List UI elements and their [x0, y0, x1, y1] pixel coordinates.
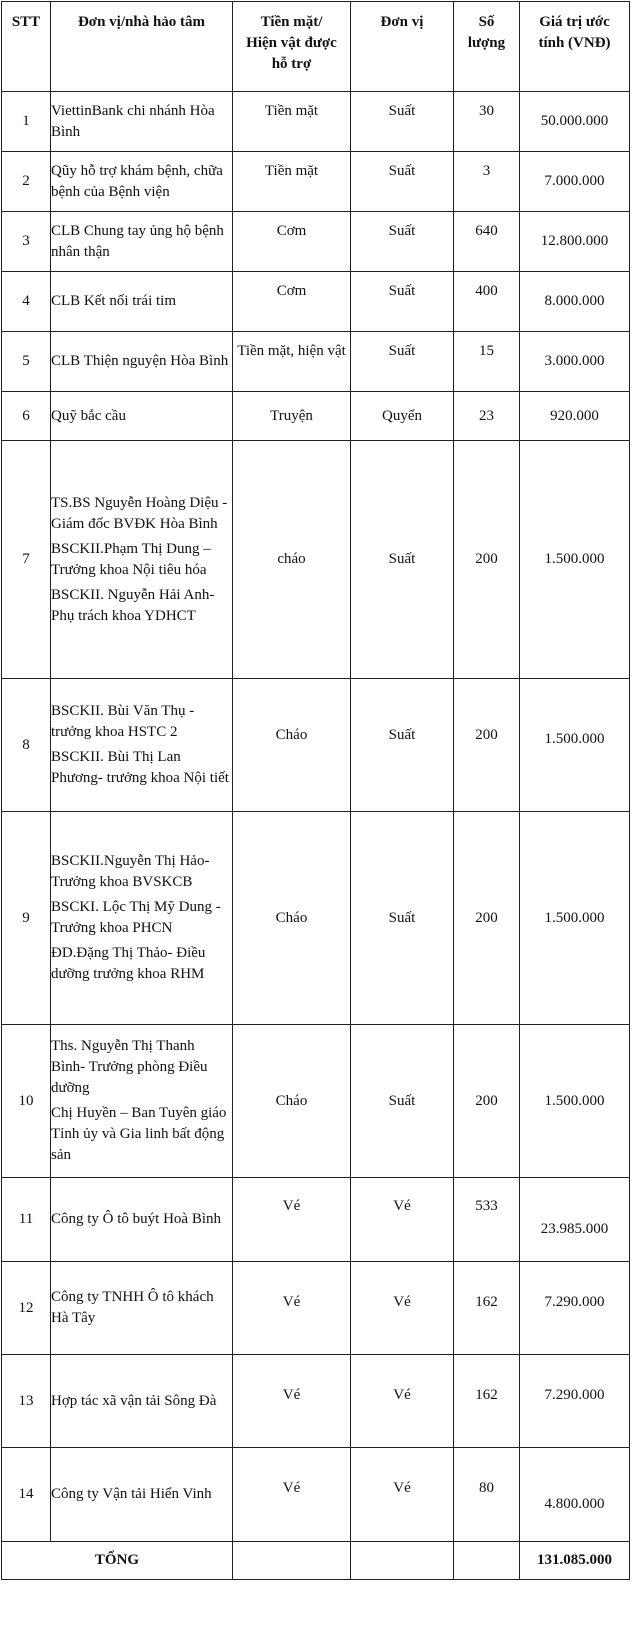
support-type: Vé — [282, 1293, 301, 1310]
value-cell — [520, 1025, 630, 1178]
total-label: TỔNG — [2, 1542, 233, 1580]
unit: Suất — [388, 103, 416, 119]
header-support-type-line: Tiền mặt/ — [260, 14, 323, 30]
support-type: Vé — [282, 1198, 301, 1214]
header-stt: STT — [2, 2, 51, 92]
row-number: 9 — [22, 909, 30, 926]
unit: Suất — [388, 343, 416, 359]
table-row — [2, 1178, 630, 1262]
support-type-cell — [233, 272, 351, 332]
table-row — [2, 1262, 630, 1355]
quantity: 80 — [479, 1480, 494, 1496]
quantity: 30 — [479, 103, 494, 119]
row-number: 11 — [18, 1211, 34, 1227]
header-quantity — [454, 2, 520, 92]
value-cell — [520, 1262, 630, 1355]
unit-cell — [351, 441, 454, 679]
value-cell — [520, 272, 630, 332]
quantity: 533 — [475, 1198, 498, 1214]
header-donor: Đơn vị/nhà hảo tâm — [51, 2, 233, 92]
table-row — [2, 92, 630, 152]
unit-cell — [351, 272, 454, 332]
unit: Quyển — [382, 407, 422, 424]
header-quantity-line: lượng — [467, 35, 506, 51]
total-empty-cell — [351, 1542, 454, 1580]
row-number: 1 — [22, 113, 30, 129]
quantity: 162 — [475, 1386, 498, 1403]
support-type: Cháo — [275, 909, 308, 926]
row-number: 7 — [22, 551, 30, 567]
quantity: 23 — [479, 407, 494, 424]
row-number: 8 — [22, 736, 30, 753]
row-number-cell — [2, 679, 51, 812]
table-row — [2, 1355, 630, 1448]
total-empty-cell — [454, 1542, 520, 1580]
unit-cell — [351, 152, 454, 212]
unit: Suất — [388, 726, 416, 743]
support-type-cell — [233, 1355, 351, 1448]
unit: Suất — [388, 223, 416, 239]
table-row — [2, 332, 630, 392]
unit-cell — [351, 92, 454, 152]
donor-name: Ths. Nguyễn Thị Thanh Bình- Trưởng phòng Điều dưỡng — [51, 1038, 208, 1096]
unit-cell — [351, 812, 454, 1025]
estimated-value: 50.000.000 — [540, 113, 609, 129]
row-number-cell — [2, 92, 51, 152]
quantity-cell — [454, 679, 520, 812]
table-row — [2, 441, 630, 679]
support-type: Tiền mặt — [264, 163, 319, 179]
value-cell — [520, 92, 630, 152]
support-type: Tiền mặt — [264, 103, 319, 119]
table-row — [2, 152, 630, 212]
support-type: cháo — [277, 551, 306, 567]
quantity-cell — [454, 1178, 520, 1262]
value-cell — [520, 212, 630, 272]
support-type: Cơm — [276, 223, 307, 239]
donor-name: BSCKI. Lộc Thị Mỹ Dung - Trưởng khoa PHCN — [51, 899, 221, 936]
donor-name: Chị Huyền – Ban Tuyên giáo Tỉnh ủy và Gia linh bất động sản — [51, 1105, 227, 1163]
table-row — [2, 812, 630, 1025]
value-cell — [520, 392, 630, 441]
row-number-cell — [2, 1262, 51, 1355]
value-cell — [520, 812, 630, 1025]
row-number: 3 — [22, 233, 30, 249]
quantity-cell — [454, 272, 520, 332]
donor-name: CLB Chung tay ủng hộ bệnh nhân thận — [51, 222, 224, 260]
estimated-value: 7.000.000 — [544, 173, 605, 189]
row-number: 14 — [18, 1486, 34, 1502]
table-row — [2, 679, 630, 812]
row-number-cell — [2, 332, 51, 392]
support-type-cell — [233, 1448, 351, 1542]
estimated-value: 1.500.000 — [544, 1092, 605, 1109]
row-number-cell — [2, 812, 51, 1025]
donor-name: Qũy hỗ trợ khám bệnh, chữa bệnh của Bệnh viện — [51, 162, 223, 200]
unit-cell — [351, 1025, 454, 1178]
header-support-type-line: Hiện vật được — [246, 35, 337, 51]
unit: Vé — [393, 1198, 411, 1214]
donor-name: CLB Thiện nguyện Hòa Bình — [51, 353, 229, 369]
support-type: Cháo — [275, 726, 308, 743]
donor-name: TS.BS Nguyễn Hoàng Diệu - Giám đốc BVĐK Hòa Bình — [51, 494, 228, 532]
support-type-cell — [233, 152, 351, 212]
unit: Vé — [393, 1480, 411, 1496]
support-type-cell — [233, 1262, 351, 1355]
donor-name: Công ty Vận tải Hiển Vinh — [51, 1486, 212, 1502]
quantity: 640 — [475, 223, 498, 239]
table-row — [2, 272, 630, 332]
row-number-cell — [2, 1355, 51, 1448]
unit: Vé — [393, 1386, 411, 1403]
donor-cell — [51, 1448, 233, 1542]
donor-cell — [51, 212, 233, 272]
estimated-value: 920.000 — [550, 407, 599, 424]
quantity: 200 — [475, 909, 498, 926]
support-type: Vé — [282, 1386, 301, 1403]
donor-cell — [51, 1025, 233, 1178]
quantity: 200 — [475, 551, 498, 567]
row-number: 2 — [22, 173, 30, 189]
quantity: 15 — [479, 343, 494, 359]
header-unit: Đơn vị — [351, 2, 454, 92]
table-row — [2, 392, 630, 441]
quantity-cell — [454, 1355, 520, 1448]
row-number: 13 — [18, 1392, 34, 1409]
quantity-cell — [454, 1448, 520, 1542]
support-type-cell — [233, 92, 351, 152]
support-type-cell — [233, 812, 351, 1025]
value-cell — [520, 1448, 630, 1542]
row-number-cell — [2, 1448, 51, 1542]
unit-cell — [351, 212, 454, 272]
donor-name: Hợp tác xã vận tải Sông Đà — [51, 1392, 217, 1409]
header-support-type-line: hỗ trợ — [271, 56, 312, 72]
estimated-value: 1.500.000 — [544, 730, 605, 747]
row-number-cell — [2, 1025, 51, 1178]
donor-cell — [51, 441, 233, 679]
total-value: 131.085.000 — [520, 1542, 630, 1580]
quantity: 3 — [482, 163, 491, 179]
table-row — [2, 1025, 630, 1178]
estimated-value: 23.985.000 — [540, 1221, 609, 1237]
header-quantity-line: Số — [478, 14, 495, 30]
quantity-cell — [454, 392, 520, 441]
unit: Vé — [393, 1293, 411, 1310]
header-row — [2, 2, 630, 92]
estimated-value: 1.500.000 — [544, 909, 605, 926]
row-number-cell — [2, 152, 51, 212]
support-type-cell — [233, 332, 351, 392]
table-row — [2, 212, 630, 272]
estimated-value: 8.000.000 — [544, 293, 605, 309]
support-type-cell — [233, 679, 351, 812]
donor-name: ĐD.Đặng Thị Thảo- Điều dưỡng trưởng khoa RHM — [51, 945, 206, 982]
donor-name: BSCKII. Nguyễn Hải Anh- Phụ trách khoa YDHCT — [51, 586, 215, 624]
row-number: 6 — [22, 407, 30, 424]
estimated-value: 7.290.000 — [544, 1386, 605, 1403]
row-number: 5 — [22, 353, 30, 369]
support-type: Cơm — [276, 283, 307, 299]
support-type: Cháo — [275, 1092, 308, 1109]
quantity-cell — [454, 332, 520, 392]
value-cell — [520, 332, 630, 392]
header-value — [520, 2, 630, 92]
unit-cell — [351, 1355, 454, 1448]
quantity: 200 — [475, 726, 498, 743]
donor-cell — [51, 152, 233, 212]
quantity-cell — [454, 812, 520, 1025]
estimated-value: 4.800.000 — [544, 1496, 605, 1512]
estimated-value: 12.800.000 — [540, 233, 609, 249]
donor-name: CLB Kết nối trái tim — [51, 293, 176, 309]
row-number: 10 — [18, 1092, 34, 1109]
donor-name: BSCKII.Phạm Thị Dung – Trưởng khoa Nội tiêu hóa — [51, 540, 211, 578]
header-value-line: tính (VNĐ) — [538, 35, 611, 51]
donor-cell — [51, 679, 233, 812]
value-cell — [520, 1178, 630, 1262]
donor-cell — [51, 332, 233, 392]
donor-name: BSCKII.Nguyễn Thị Hảo- Trưởng khoa BVSKCB — [51, 853, 210, 890]
donor-name: BSCKII. Bùi Văn Thụ - trưởng khoa HSTC 2 — [51, 703, 195, 740]
donor-name: ViettinBank chi nhánh Hòa Bình — [51, 102, 215, 140]
donor-cell — [51, 272, 233, 332]
total-empty-cell — [233, 1542, 351, 1580]
value-cell — [520, 441, 630, 679]
unit-cell — [351, 332, 454, 392]
donation-table — [1, 1, 630, 1580]
row-number: 4 — [22, 293, 30, 309]
row-number-cell — [2, 1178, 51, 1262]
donor-cell — [51, 812, 233, 1025]
donor-cell — [51, 92, 233, 152]
estimated-value: 3.000.000 — [544, 353, 605, 369]
unit: Suất — [388, 1092, 416, 1109]
quantity-cell — [454, 152, 520, 212]
donor-cell — [51, 1178, 233, 1262]
quantity: 400 — [475, 283, 498, 299]
unit: Suất — [388, 163, 416, 179]
donor-cell — [51, 1262, 233, 1355]
quantity-cell — [454, 441, 520, 679]
quantity-cell — [454, 212, 520, 272]
value-cell — [520, 679, 630, 812]
donor-name: BSCKII. Bùi Thị Lan Phương- trưởng khoa Nội tiết — [51, 749, 229, 786]
unit-cell — [351, 1448, 454, 1542]
table-body — [2, 92, 630, 1542]
quantity: 200 — [475, 1092, 498, 1109]
unit: Suất — [388, 551, 416, 567]
quantity-cell — [454, 92, 520, 152]
quantity: 162 — [475, 1293, 498, 1310]
donor-name: Công ty Ô tô buýt Hoà Bình — [51, 1211, 222, 1227]
unit-cell — [351, 392, 454, 441]
donor-cell — [51, 1355, 233, 1448]
table-row — [2, 1448, 630, 1542]
quantity-cell — [454, 1262, 520, 1355]
row-number-cell — [2, 272, 51, 332]
header-support-type — [233, 2, 351, 92]
row-number: 12 — [18, 1299, 34, 1316]
support-type: Truyện — [270, 407, 313, 424]
donor-cell — [51, 392, 233, 441]
support-type-cell — [233, 1178, 351, 1262]
row-number-cell — [2, 392, 51, 441]
total-row — [2, 1542, 630, 1580]
donor-name: Quỹ bắc cầu — [51, 407, 126, 424]
quantity-cell — [454, 1025, 520, 1178]
estimated-value: 1.500.000 — [544, 551, 605, 567]
unit-cell — [351, 679, 454, 812]
support-type-cell — [233, 212, 351, 272]
value-cell — [520, 1355, 630, 1448]
unit: Suất — [388, 909, 416, 926]
estimated-value: 7.290.000 — [544, 1293, 605, 1310]
row-number-cell — [2, 441, 51, 679]
donor-name: Công ty TNHH Ô tô khách Hà Tây — [51, 1289, 214, 1326]
support-type: Vé — [282, 1480, 301, 1496]
row-number-cell — [2, 212, 51, 272]
unit-cell — [351, 1178, 454, 1262]
support-type-cell — [233, 392, 351, 441]
support-type-cell — [233, 1025, 351, 1178]
value-cell — [520, 152, 630, 212]
unit-cell — [351, 1262, 454, 1355]
support-type: Tiền mặt, hiện vật — [237, 343, 346, 359]
unit: Suất — [388, 283, 416, 299]
support-type-cell — [233, 441, 351, 679]
header-value-line: Giá trị ước — [539, 14, 610, 30]
